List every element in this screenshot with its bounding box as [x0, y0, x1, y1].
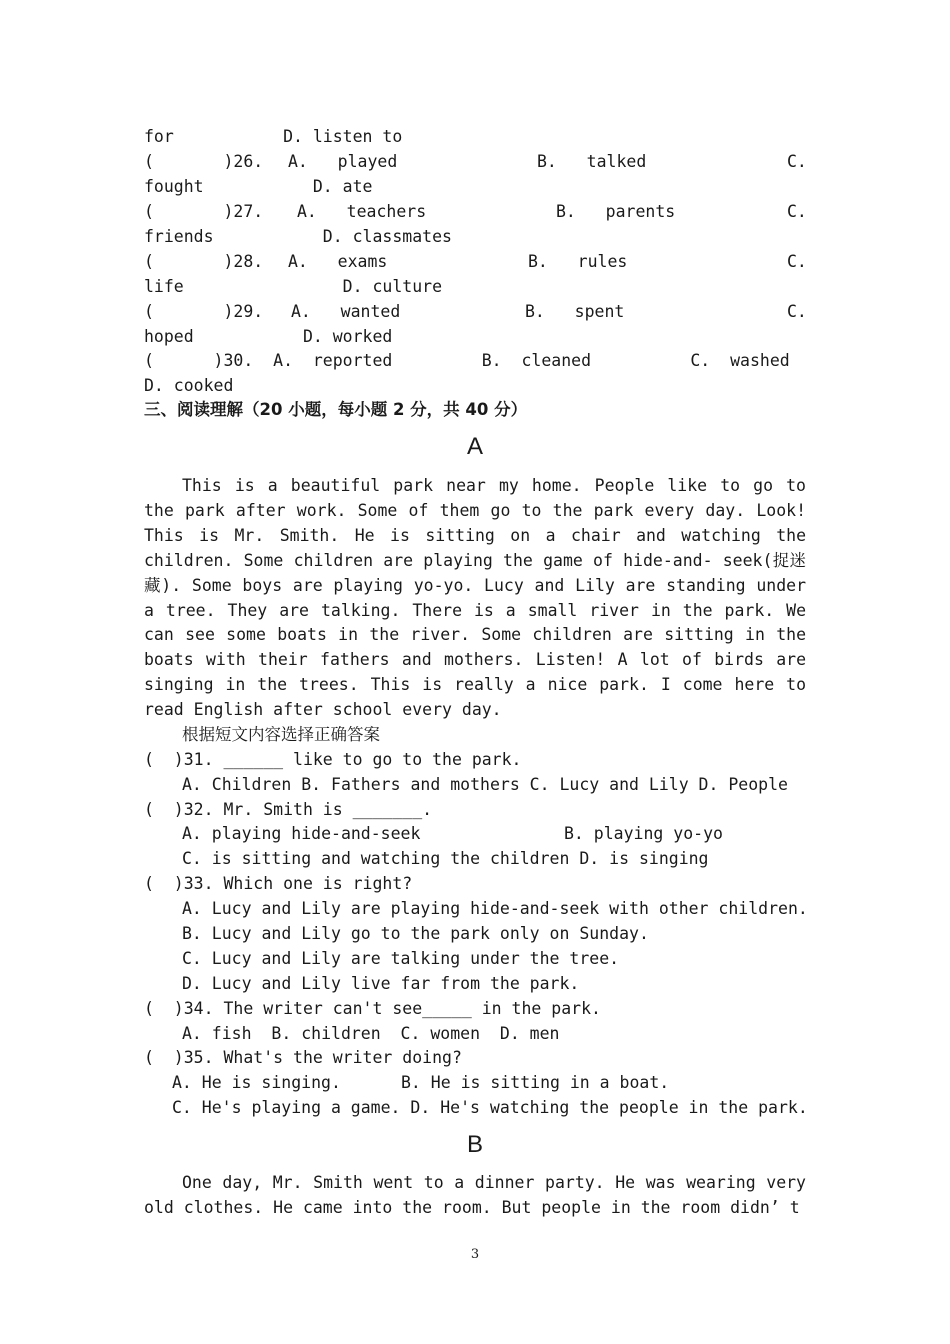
cloze-q26-option-c-label: C.	[787, 152, 807, 171]
question-31-stem: ( )31. ______ like to go to the park.	[144, 750, 522, 769]
page-number: 3	[470, 1247, 480, 1262]
cloze-q27-wrap: friends D. classmates	[144, 227, 452, 246]
cloze-line-25-wrap: for D. listen to	[144, 127, 403, 146]
cloze-q28-wrap: life D. culture	[144, 277, 443, 296]
cloze-q28-option-c-label: C.	[787, 252, 807, 271]
question-32-option-b: B. playing yo-yo	[564, 824, 723, 843]
question-35-option-cd: C. He's playing a game. D. He's watching the people in the park.	[172, 1098, 808, 1117]
cloze-q26-option-b: B. talked	[537, 152, 647, 171]
question-32-option-cd: C. is sitting and watching the children D. is singing	[182, 849, 709, 868]
question-32-option-a: A. playing hide-and-seek	[182, 824, 421, 843]
cloze-q29-number: ( )29.	[144, 302, 264, 321]
cloze-q29-option-c-label: C.	[787, 302, 807, 321]
question-34-stem: ( )34. The writer can't see_____ in the park.	[144, 999, 601, 1018]
cloze-q30-line: ( )30. A. reported B. cleaned C. washed	[144, 351, 790, 370]
question-34-options: A. fish B. children C. women D. men	[182, 1024, 560, 1043]
cloze-q27-option-a: A. teachers	[297, 202, 427, 221]
cloze-q27-number: ( )27.	[144, 202, 264, 221]
question-35-stem: ( )35. What's the writer doing?	[144, 1048, 462, 1067]
question-33-option-a: A. Lucy and Lily are playing hide-and-seek with other children.	[182, 899, 808, 918]
passage-a-label: A	[466, 433, 483, 460]
passage-a-instruction: 根据短文内容选择正确答案	[182, 725, 380, 744]
passage-b-label: B	[466, 1131, 483, 1158]
question-33-option-b: B. Lucy and Lily go to the park only on Sunday.	[182, 924, 649, 943]
cloze-q28-option-a: A. exams	[288, 252, 388, 271]
cloze-q26-wrap: fought D. ate	[144, 177, 373, 196]
passage-b-body: One day, Mr. Smith went to a dinner party. He was wearing very old clothes. He came into the room. But people in the room didn’ t	[144, 1173, 806, 1217]
question-32-stem: ( )32. Mr. Smith is _______.	[144, 800, 433, 819]
cloze-q30-wrap: D. cooked	[144, 376, 234, 395]
cloze-q26-number: ( )26.	[144, 152, 264, 171]
section-title: 三、阅读理解（20 小题，每小题 2 分，共 40 分）	[144, 400, 528, 419]
question-33-stem: ( )33. Which one is right?	[144, 874, 413, 893]
cloze-q29-option-b: B. spent	[525, 302, 625, 321]
cloze-q27-option-c-label: C.	[787, 202, 807, 221]
cloze-q26-option-a: A. played	[288, 152, 398, 171]
passage-a-body: This is a beautiful park near my home. People like to go to the park after work. Some of them go to the park every day. Look! This is Mr. Smith. He is sitting on a chair and watching the children. Some children are playing the game of hide-and- seek(捉迷藏). Some boys are playing yo-yo. Lucy and Lily are standing under a tree. They are talking. There is a small river in the park. We can see some boats in the river. Some children are sitting in the boats with their fathers and mothers. Listen! A lot of birds are singing in the trees. This is really a nice park. I come here to read English after school every day.	[144, 476, 806, 720]
cloze-q28-option-b: B. rules	[528, 252, 628, 271]
question-31-options: A. Children B. Fathers and mothers C. Lucy and Lily D. People	[182, 775, 788, 794]
question-35-option-b: B. He is sitting in a boat.	[401, 1073, 670, 1092]
cloze-q28-number: ( )28.	[144, 252, 264, 271]
question-33-option-d: D. Lucy and Lily live far from the park.	[182, 974, 580, 993]
cloze-q27-option-b: B. parents	[556, 202, 676, 221]
cloze-q29-option-a: A. wanted	[291, 302, 401, 321]
cloze-q29-wrap: hoped D. worked	[144, 327, 393, 346]
question-33-option-c: C. Lucy and Lily are talking under the tree.	[182, 949, 620, 968]
question-35-option-a: A. He is singing.	[172, 1073, 341, 1092]
